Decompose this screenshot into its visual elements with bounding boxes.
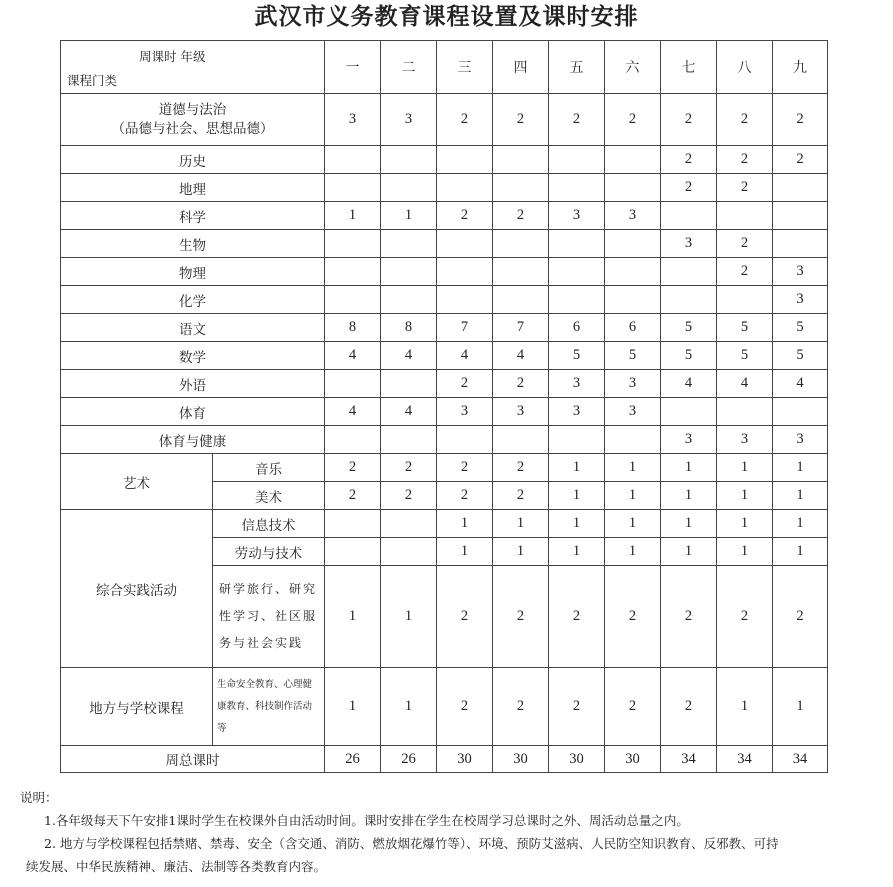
course-name-text: 化学: [179, 293, 206, 310]
hours-cell: 1: [493, 538, 549, 566]
hours-cell: [549, 146, 605, 174]
hours-cell: 5: [549, 342, 605, 370]
hours-cell: [549, 258, 605, 286]
hours-cell: 1: [661, 538, 717, 566]
hours-cell: 7: [437, 314, 493, 342]
hours-cell: 1: [661, 510, 717, 538]
hours-cell: 2: [437, 94, 493, 146]
hours-cell: [437, 146, 493, 174]
hours-cell: 2: [325, 454, 381, 482]
hours-cell: 1: [325, 566, 381, 668]
hours-cell: [381, 510, 437, 538]
grade-header: 七: [661, 41, 717, 94]
hours-cell: 2: [717, 566, 773, 668]
hours-cell: 5: [605, 342, 661, 370]
table-row: [61, 314, 828, 342]
table-row: [61, 230, 828, 258]
table-row: [61, 370, 828, 398]
grade-header: 六: [605, 41, 661, 94]
course-subtitle: （品德与社会、思想品德）: [111, 120, 274, 137]
hours-cell: 2: [437, 202, 493, 230]
hours-cell: 8: [381, 314, 437, 342]
subcourse-name: 信息技术: [213, 510, 325, 538]
hours-cell: 2: [661, 668, 717, 746]
hours-cell: [437, 174, 493, 202]
hours-cell: 2: [717, 146, 773, 174]
hours-cell: 4: [381, 342, 437, 370]
group-local: 地方与学校课程: [61, 668, 213, 746]
hours-cell: 8: [325, 314, 381, 342]
hours-cell: 1: [717, 538, 773, 566]
hours-cell: 1: [549, 538, 605, 566]
hours-cell: [549, 174, 605, 202]
hours-cell: 3: [605, 370, 661, 398]
hours-cell: 2: [493, 566, 549, 668]
grade-header: 九: [773, 41, 828, 94]
hours-cell: 2: [549, 94, 605, 146]
hours-cell: 7: [493, 314, 549, 342]
hours-cell: [325, 258, 381, 286]
course-name-text: 数学: [179, 349, 206, 366]
hours-cell: 1: [381, 202, 437, 230]
hours-cell: [381, 174, 437, 202]
course-name: [61, 146, 325, 174]
table-row: [61, 426, 828, 454]
hours-cell: 2: [381, 454, 437, 482]
course-name-text: 地理: [179, 181, 206, 198]
hours-cell: [661, 286, 717, 314]
hours-cell: 3: [773, 426, 828, 454]
note-item-1: 1.各年级每天下午安排1课时学生在校课外自由活动时间。课时安排在学生在校周学习总课时之外、周活动总量之内。: [44, 813, 689, 828]
hours-cell: 1: [661, 482, 717, 510]
course-name-text: 科学: [179, 209, 206, 226]
hours-cell: 3: [661, 230, 717, 258]
hours-cell: [437, 230, 493, 258]
grade-header: 二: [381, 41, 437, 94]
hours-cell: 1: [325, 202, 381, 230]
table-row: [61, 342, 828, 370]
hours-cell: 2: [661, 566, 717, 668]
table-row: [61, 398, 828, 426]
header-row: [61, 41, 828, 94]
hours-cell: 2: [493, 482, 549, 510]
hours-cell: [549, 286, 605, 314]
hours-cell: [325, 286, 381, 314]
hours-cell: 1: [605, 454, 661, 482]
hours-cell: 3: [325, 94, 381, 146]
hours-cell: 1: [717, 668, 773, 746]
hours-cell: 3: [717, 426, 773, 454]
hours-cell: 4: [325, 398, 381, 426]
header-weekly-hours-grade: 周课时 年级: [139, 49, 206, 64]
hours-cell: [661, 202, 717, 230]
hours-cell: [325, 426, 381, 454]
hours-cell: 3: [437, 398, 493, 426]
hours-cell: 2: [493, 370, 549, 398]
hours-cell: [773, 230, 828, 258]
grade-header: 一: [325, 41, 381, 94]
schedule-table: [60, 40, 828, 773]
notes-heading: 说明：: [20, 790, 58, 805]
hours-cell: [325, 146, 381, 174]
table-row: [61, 174, 828, 202]
hours-cell: 3: [773, 286, 828, 314]
course-name-text: 语文: [179, 321, 206, 338]
table-row: [61, 454, 828, 482]
course-name-text: 历史: [179, 153, 206, 170]
subcourse-name: 生命安全教育、心理健康教育、科技制作活动等: [213, 668, 325, 746]
hours-cell: 30: [605, 746, 661, 773]
hours-cell: [493, 258, 549, 286]
hours-cell: 3: [605, 202, 661, 230]
hours-cell: [325, 230, 381, 258]
hours-cell: 1: [605, 482, 661, 510]
group-practice: 综合实践活动: [61, 510, 213, 668]
course-name: [61, 230, 325, 258]
hours-cell: 1: [717, 454, 773, 482]
table-row: [61, 146, 828, 174]
hours-cell: 2: [549, 566, 605, 668]
hours-cell: 4: [773, 370, 828, 398]
hours-cell: [773, 202, 828, 230]
course-name-text: 外语: [179, 377, 206, 394]
hours-cell: 2: [493, 94, 549, 146]
hours-cell: [605, 426, 661, 454]
hours-cell: 1: [437, 538, 493, 566]
hours-cell: 1: [549, 482, 605, 510]
hours-cell: [717, 202, 773, 230]
header-course-category: 课程门类: [67, 73, 118, 88]
hours-cell: 4: [717, 370, 773, 398]
hours-cell: 2: [717, 258, 773, 286]
hours-cell: 1: [605, 538, 661, 566]
table-row: [61, 286, 828, 314]
hours-cell: 30: [493, 746, 549, 773]
hours-cell: 2: [717, 94, 773, 146]
course-name-text: 体育: [179, 405, 206, 422]
hours-cell: 5: [773, 342, 828, 370]
hours-cell: 1: [661, 454, 717, 482]
subcourse-name: 音乐: [213, 454, 325, 482]
note-item-2-continued: 续发展、中华民族精神、廉洁、法制等各类教育内容。: [26, 859, 327, 874]
hours-cell: 26: [381, 746, 437, 773]
hours-cell: [661, 398, 717, 426]
hours-cell: [325, 174, 381, 202]
hours-cell: [605, 174, 661, 202]
hours-cell: [381, 538, 437, 566]
hours-cell: 3: [549, 370, 605, 398]
hours-cell: 2: [437, 668, 493, 746]
hours-cell: 2: [325, 482, 381, 510]
hours-cell: [549, 426, 605, 454]
hours-cell: [381, 286, 437, 314]
hours-cell: [773, 174, 828, 202]
hours-cell: 4: [493, 342, 549, 370]
hours-cell: 3: [549, 202, 605, 230]
hours-cell: 3: [549, 398, 605, 426]
hours-cell: 4: [325, 342, 381, 370]
group-art: 艺术: [61, 454, 213, 510]
hours-cell: 2: [661, 146, 717, 174]
course-name-text: 生物: [179, 237, 206, 254]
hours-cell: [493, 230, 549, 258]
hours-cell: 6: [605, 314, 661, 342]
hours-cell: 1: [717, 510, 773, 538]
grade-header: 三: [437, 41, 493, 94]
course-name: [61, 342, 325, 370]
hours-cell: 2: [437, 482, 493, 510]
hours-cell: 3: [493, 398, 549, 426]
subcourse-name: 劳动与技术: [213, 538, 325, 566]
hours-cell: 2: [661, 94, 717, 146]
hours-cell: 1: [773, 538, 828, 566]
hours-cell: [381, 370, 437, 398]
hours-cell: [381, 258, 437, 286]
hours-cell: 5: [717, 342, 773, 370]
table-row: [61, 668, 828, 746]
hours-cell: [381, 146, 437, 174]
course-name: [61, 258, 325, 286]
hours-cell: [493, 426, 549, 454]
hours-cell: 4: [381, 398, 437, 426]
course-name-text: 道德与法治: [158, 101, 227, 118]
hours-cell: 26: [325, 746, 381, 773]
hours-cell: 1: [325, 668, 381, 746]
hours-cell: 5: [661, 342, 717, 370]
hours-cell: 30: [437, 746, 493, 773]
hours-cell: 2: [717, 174, 773, 202]
hours-cell: [325, 538, 381, 566]
hours-cell: [605, 146, 661, 174]
hours-cell: 2: [493, 202, 549, 230]
hours-cell: 2: [605, 94, 661, 146]
table-row: [61, 258, 828, 286]
course-name-text: 体育与健康: [158, 433, 227, 450]
hours-cell: 2: [381, 482, 437, 510]
hours-cell: [605, 286, 661, 314]
course-name: [61, 94, 325, 146]
hours-cell: [437, 426, 493, 454]
hours-cell: 5: [717, 314, 773, 342]
table-row: [61, 94, 828, 146]
hours-cell: [717, 286, 773, 314]
total-label: 周总课时: [61, 746, 325, 773]
hours-cell: 34: [661, 746, 717, 773]
hours-cell: 1: [773, 454, 828, 482]
hours-cell: 3: [605, 398, 661, 426]
hours-cell: 2: [437, 566, 493, 668]
hours-cell: 34: [773, 746, 828, 773]
course-name: [61, 370, 325, 398]
hours-cell: 2: [773, 566, 828, 668]
course-name: [61, 398, 325, 426]
grade-header: 四: [493, 41, 549, 94]
hours-cell: 1: [773, 668, 828, 746]
hours-cell: [381, 230, 437, 258]
hours-cell: 34: [717, 746, 773, 773]
hours-cell: 2: [605, 566, 661, 668]
hours-cell: [437, 286, 493, 314]
hours-cell: 3: [381, 94, 437, 146]
hours-cell: 1: [381, 566, 437, 668]
course-name-text: 物理: [179, 265, 206, 282]
table-row: [61, 202, 828, 230]
note-item-2: 2. 地方与学校课程包括禁赌、禁毒、安全（含交通、消防、燃放烟花爆竹等）、环境、预防艾滋病、人民防空知识教育、反邪教、可持: [44, 836, 779, 851]
hours-cell: [549, 230, 605, 258]
hours-cell: 2: [605, 668, 661, 746]
total-row: [61, 746, 828, 773]
hours-cell: [605, 230, 661, 258]
course-name: [61, 314, 325, 342]
hours-cell: [437, 258, 493, 286]
hours-cell: 1: [493, 510, 549, 538]
hours-cell: 2: [437, 370, 493, 398]
hours-cell: 1: [549, 510, 605, 538]
hours-cell: 4: [437, 342, 493, 370]
hours-cell: [605, 258, 661, 286]
hours-cell: 30: [549, 746, 605, 773]
hours-cell: 2: [549, 668, 605, 746]
hours-cell: 5: [661, 314, 717, 342]
hours-cell: 3: [773, 258, 828, 286]
hours-cell: 1: [549, 454, 605, 482]
subcourse-name: 美术: [213, 482, 325, 510]
hours-cell: [325, 510, 381, 538]
hours-cell: [325, 370, 381, 398]
hours-cell: 1: [773, 510, 828, 538]
hours-cell: 2: [493, 454, 549, 482]
hours-cell: 2: [773, 94, 828, 146]
course-name: [61, 426, 325, 454]
hours-cell: 4: [661, 370, 717, 398]
hours-cell: 2: [717, 230, 773, 258]
header-corner: [61, 41, 325, 94]
hours-cell: [493, 146, 549, 174]
hours-cell: [381, 426, 437, 454]
hours-cell: 1: [381, 668, 437, 746]
hours-cell: [493, 174, 549, 202]
hours-cell: 2: [493, 668, 549, 746]
hours-cell: 1: [605, 510, 661, 538]
hours-cell: 1: [773, 482, 828, 510]
hours-cell: 5: [773, 314, 828, 342]
hours-cell: 6: [549, 314, 605, 342]
hours-cell: [493, 286, 549, 314]
hours-cell: 2: [437, 454, 493, 482]
page-title: 武汉市义务教育课程设置及课时安排: [254, 4, 639, 30]
hours-cell: 3: [661, 426, 717, 454]
hours-cell: 2: [661, 174, 717, 202]
grade-header: 五: [549, 41, 605, 94]
course-name: [61, 202, 325, 230]
subcourse-name: 研学旅行、研究性学习、社区服务与社会实践: [213, 566, 325, 668]
course-name: [61, 286, 325, 314]
grade-header: 八: [717, 41, 773, 94]
hours-cell: [773, 398, 828, 426]
hours-cell: 2: [773, 146, 828, 174]
hours-cell: 1: [437, 510, 493, 538]
course-name: [61, 174, 325, 202]
notes-section: [20, 786, 880, 878]
table-row: [61, 510, 828, 538]
hours-cell: [717, 398, 773, 426]
hours-cell: 1: [717, 482, 773, 510]
hours-cell: [661, 258, 717, 286]
